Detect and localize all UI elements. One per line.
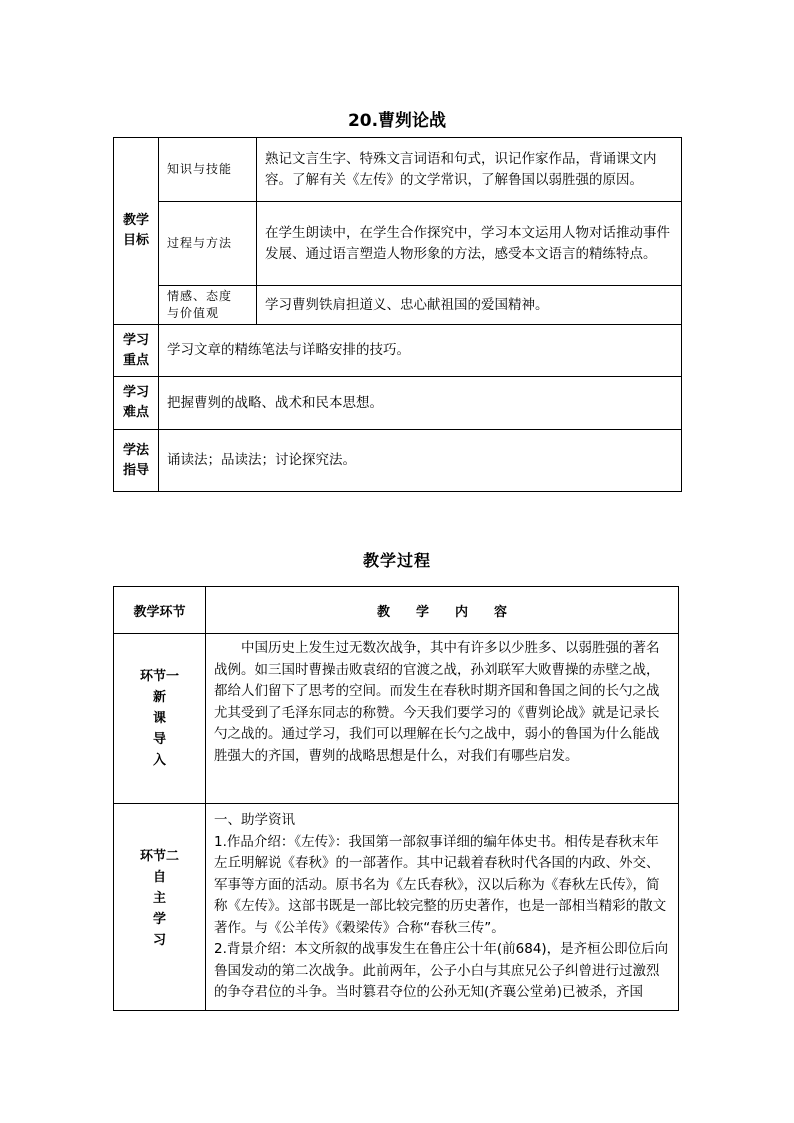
stage1-text: 中国历史上发生过无数次战争，其中有许多以少胜多、以弱胜强的著名战例。如三国时曹操击败袁绍的官渡之战，孙刘联军大败曹操的赤壁之战，都给人们留下了思考的空间。而发生在春秋时期齐国和鲁国之间的长勺之战尤其受到了毛泽东同志的称赞。今天我们要学习的《曹刿论战》就是记录长勺之战的。通过学习，我们可以理解在长勺之战中，弱小的鲁国为什么能战胜强大的齐国，曹刿的战略思想是什么，对我们有哪些启发。 [214,640,660,764]
stage1-content [206,634,679,804]
table-row [114,587,679,634]
stage2-content [206,804,679,1011]
teaching-goals-table [113,137,682,492]
teaching-process-table [113,586,679,1011]
table-row [114,377,682,430]
goal-label-emotion: 情感、态度 与价值观 [159,286,257,325]
goal-text-knowledge: 熟记文言生字、特殊文言词语和句式，识记作家作品，背诵课文内容。了解有关《左传》的文学常识，了解鲁国以弱胜强的原因。 [257,138,682,202]
method-text: 诵读法；品读法；讨论探究法。 [159,430,682,492]
focus-label: 学习 重点 [114,325,159,377]
process-title: 教学过程 [362,551,431,570]
table-row [114,286,682,325]
stage2-item1: 1.作品介绍：《左传》：我国第一部叙事详细的编年体史书。相传是春秋末年左丘明解说《春秋》的一部著作。其中记载着春秋时代各国的内政、外交、军事等方面的活动。原书名为《左氏春秋》，汉以后称为《春秋左氏传》，简称《左传》。这部书既是一部比较完整的历史著作，也是一部相当精彩的散文著作。与《公羊传》《穀梁传》合称“春秋三传”。 [214,833,667,936]
difficulty-text: 把握曹刿的战略、战术和民本思想。 [159,377,682,430]
stage2-heading: 一、助学资讯 [214,812,295,828]
table-row [114,634,679,804]
table-row [114,430,682,492]
table-row [114,138,682,202]
page-title: 20.曹刿论战 [347,111,447,131]
header-content-text: 教学内容 [376,604,533,620]
focus-text: 学习文章的精练笔法与详略安排的技巧。 [159,325,682,377]
difficulty-label: 学习 难点 [114,377,159,430]
stage2-label: 环节二 自 主 学 习 [114,804,206,1011]
goal-text-process: 在学生朗读中，在学生合作探究中，学习本文运用人物对话推动事件发展、通过语言塑造人物形象的方法，感受本文语言的精练特点。 [257,202,682,286]
stage2-item2: 2.背景介绍：本文所叙的战事发生在鲁庄公十年(前684)，是齐桓公即位后向鲁国发动的第二次战争。此前两年，公子小白与其庶兄公子纠曾进行过激烈的争夺君位的斗争。当时篡君夺位的公孙无知(齐襄公堂弟)已被杀，齐国 [214,941,669,1000]
table-row [114,804,679,1011]
goal-label-knowledge: 知识与技能 [159,138,257,202]
goals-label [114,138,159,325]
goal-label-process: 过程与方法 [159,202,257,286]
goals-label-text: 教学 目标 [122,213,149,248]
stage1-label: 环节一 新 课 导 入 [114,634,206,804]
table-row [114,325,682,377]
goal-text-emotion: 学习曹刿铁肩担道义、忠心献祖国的爱国精神。 [257,286,682,325]
table-row [114,202,682,286]
header-content [206,587,679,634]
method-label: 学法 指导 [114,430,159,492]
header-stage: 教学环节 [114,587,206,634]
